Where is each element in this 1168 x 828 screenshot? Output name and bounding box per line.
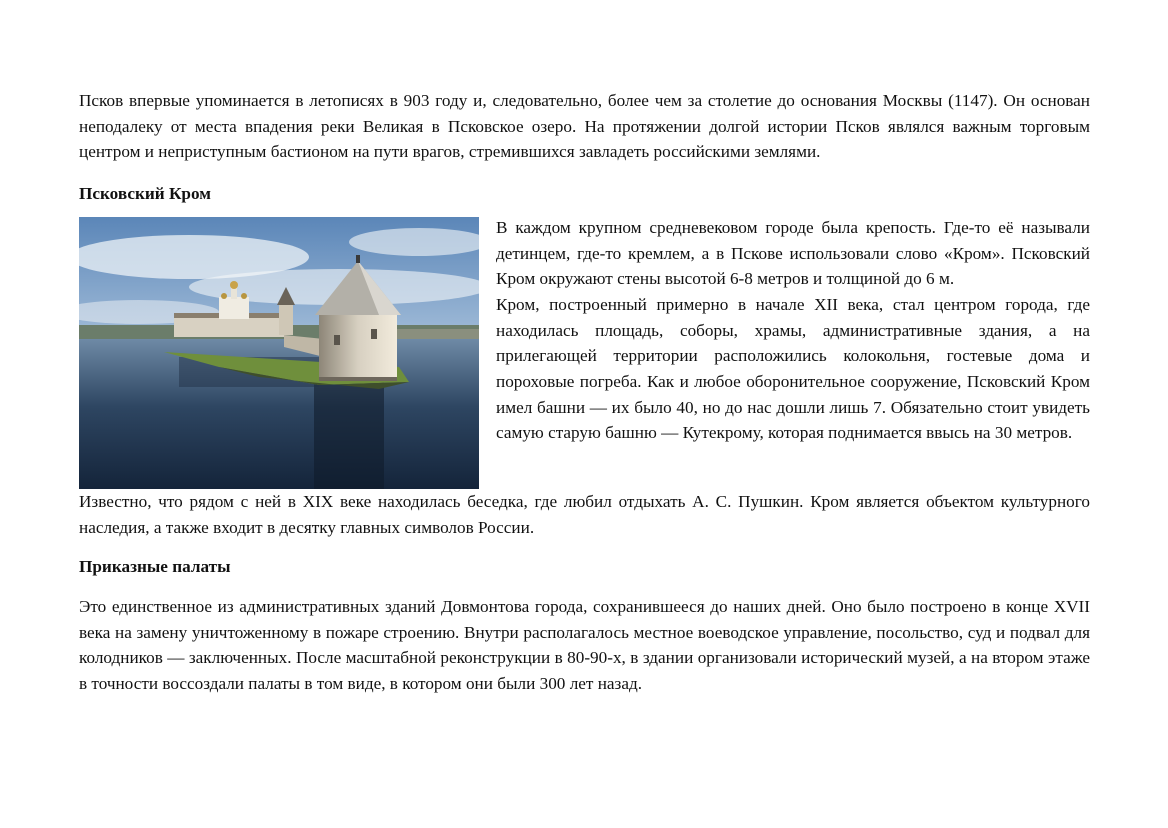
intro-paragraph: Псков впервые упоминается в летописях в 903 году и, следовательно, более чем за столетие до основания Москвы (1147). Он основан неподалеку от места впадения реки Великая в Псковское озеро. На протяжении долгой истории Псков являлся важным торговым центром и неприступным бастионом на пути врагов, стремившихся завладеть российскими землями.	[79, 91, 1090, 162]
krom-paragraph-3: Известно, что рядом с ней в XIX веке находилась беседка, где любил отдыхать А. С. Пушкин. Кром является объектом культурного наследия, а также входит в десятку главных символов России.	[79, 491, 1090, 537]
krom-paragraph-2: Кром, построенный примерно в начале XII века, стал центром города, где находилась площадь, соборы, храмы, административные здания, а на прилегающей территории расположились колокольня, гостевые дома и пороховые погреба. Как и любое оборонительное сооружение, Псковский Кром имел башни — их было 40, но до нас дошли лишь 7. Обязательно стоит увидеть самую старую башню — Кутекрому, которая поднимается ввысь на 30 метров.	[496, 294, 1090, 443]
section-heading-krom: Псковский Кром	[79, 184, 211, 204]
prikaznye-palaty-paragraph: Это единственное из административных зданий Довмонтова города, сохранившееся до наших дней. Оно было построено в конце XVII века на замену уничтоженному в пожаре строению. Внутри располагалось местное воеводское управление, посольство, суд и подвал для колодников — заключенных. После масштабной реконструкции в 80-90-х, в здании организовали исторический музей, а на втором этаже в точности воссоздали палаты в том виде, в котором они были 300 лет назад.	[79, 596, 1090, 694]
krom-photo	[79, 217, 479, 489]
section-heading-prikaznye-palaty: Приказные палаты	[79, 557, 231, 577]
document-page	[79, 88, 1090, 697]
krom-paragraph-1: В каждом крупном средневековом городе была крепость. Где-то её называли детинцем, где-то кремлем, а в Пскове использовали слово «Кром». Псковский Кром окружают стены высотой 6-8 метров и толщиной до 6 м.	[496, 217, 1090, 289]
